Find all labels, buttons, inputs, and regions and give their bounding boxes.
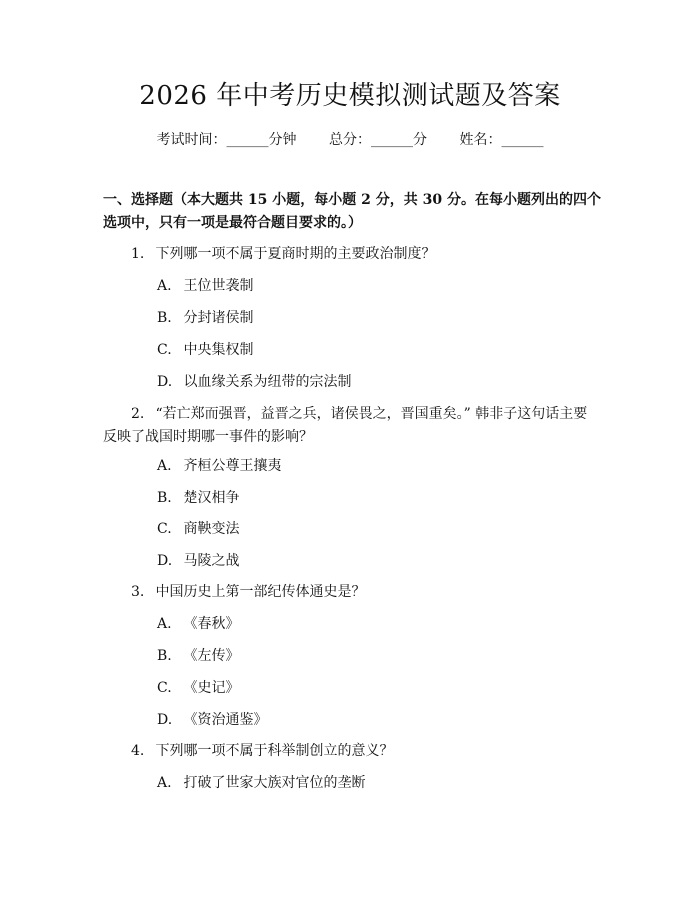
question-3-option-b [157, 646, 239, 666]
option-letter: A. [157, 775, 172, 791]
question-1-option-a [157, 276, 253, 296]
question-3-option-a [157, 614, 239, 634]
question-number: 4. [131, 743, 145, 759]
option-text: 《资治通鉴》 [183, 712, 268, 728]
question-3-option-d [157, 710, 267, 730]
section-heading: 一、选择题（本大题共 15 小题，每小题 2 分，共 30 分。在每小题列出的四个选项中，只有一项是最符合题目要求的。） [103, 192, 601, 231]
student-name: 姓名：______ [459, 132, 544, 148]
option-letter: D. [157, 374, 173, 390]
question-text-line-1: “若亡郑而强晋，益晋之兵，诸侯畏之，晋国重矣。” 韩非子这句话主要 [155, 406, 588, 422]
option-text: 商鞅变法 [183, 521, 240, 537]
option-letter: C. [157, 521, 172, 537]
question-number: 3. [131, 584, 145, 600]
option-text: 打破了世家大族对官位的垄断 [183, 775, 366, 791]
question-text: 中国历史上第一部纪传体通史是？ [155, 584, 366, 600]
option-text: 齐桓公尊王攘夷 [183, 458, 282, 474]
option-text: 楚汉相争 [183, 490, 240, 506]
question-number: 2. [131, 406, 145, 422]
question-1-option-b [157, 308, 253, 328]
question-1 [131, 244, 435, 264]
question-3-option-c [157, 678, 239, 698]
question-1-option-d [157, 372, 351, 392]
option-text: 分封诸侯制 [183, 310, 254, 326]
page-title: 2026 年中考历史模拟测试题及答案 [139, 81, 561, 111]
option-text: 王位世袭制 [183, 278, 254, 294]
exam-time: 考试时间：______分钟 [156, 132, 297, 148]
exam-meta [0, 130, 700, 150]
option-text: 以血缘关系为纽带的宗法制 [183, 374, 352, 390]
question-4 [131, 741, 393, 761]
option-letter: A. [157, 616, 172, 632]
option-letter: B. [157, 490, 172, 506]
question-2-continuation: 反映了战国时期哪一事件的影响？ [103, 429, 313, 445]
exam-score: 总分：______分 [329, 132, 427, 148]
option-text: 马陵之战 [183, 553, 240, 569]
option-letter: D. [157, 553, 173, 569]
option-letter: C. [157, 342, 172, 358]
question-number: 1. [131, 246, 145, 262]
question-4-option-a [157, 773, 365, 793]
option-text: 中央集权制 [183, 342, 254, 358]
question-1-option-c [157, 340, 253, 360]
question-2-option-b [157, 488, 239, 508]
question-3 [131, 582, 365, 602]
option-text: 《史记》 [183, 680, 240, 696]
option-text: 《春秋》 [183, 616, 240, 632]
option-letter: A. [157, 278, 172, 294]
question-2 [131, 404, 587, 424]
question-2-option-d [157, 551, 239, 571]
question-2-option-c [157, 519, 239, 539]
option-letter: D. [157, 712, 173, 728]
option-letter: B. [157, 648, 172, 664]
question-text: 下列哪一项不属于科举制创立的意义？ [155, 743, 394, 759]
option-text: 《左传》 [183, 648, 240, 664]
question-2-option-a [157, 456, 281, 476]
option-letter: A. [157, 458, 172, 474]
option-letter: B. [157, 310, 172, 326]
question-text: 下列哪一项不属于夏商时期的主要政治制度？ [155, 246, 436, 262]
option-letter: C. [157, 680, 172, 696]
